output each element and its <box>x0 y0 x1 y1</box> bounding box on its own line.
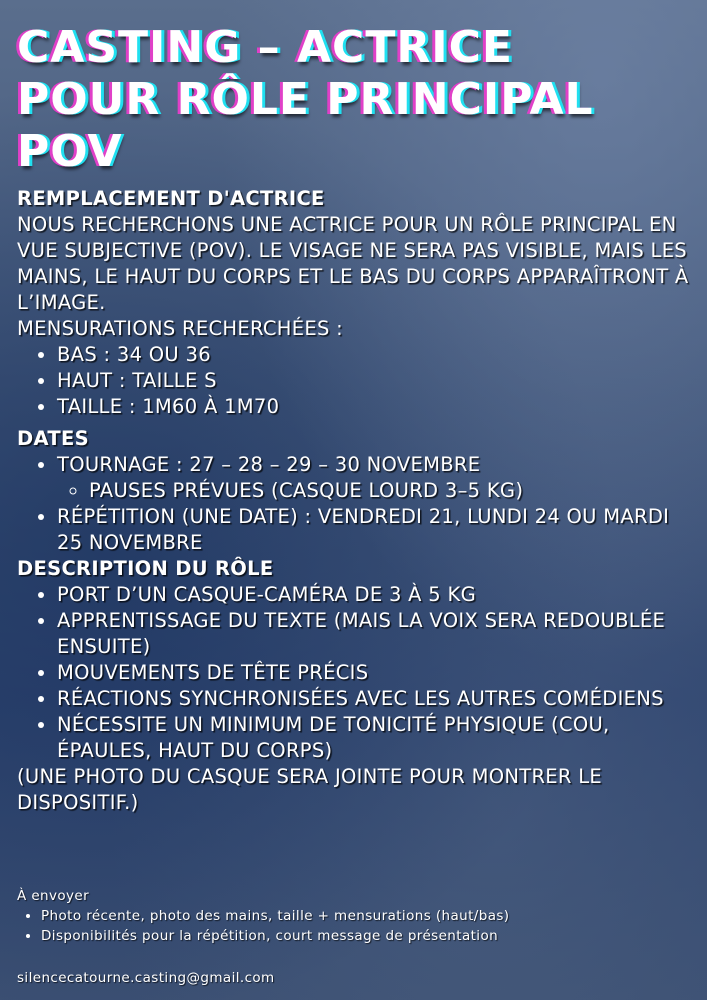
measurements-label: MENSURATIONS RECHERCHÉES : <box>17 317 344 340</box>
list-item: • APPRENTISSAGE DU TEXTE (MAIS LA VOIX SERA REDOUBLÉE ENSUITE) <box>57 608 691 660</box>
replacement-heading: REMPLACEMENT D'ACTRICE <box>17 187 325 210</box>
list-item: • RÉPÉTITION (UNE DATE) : VENDREDI 21, LUNDI 24 OU MARDI 25 NOVEMBRE <box>57 504 691 556</box>
role-heading: DESCRIPTION DU RÔLE <box>17 557 274 580</box>
poster-body <box>17 186 691 816</box>
title-line-1: CASTING – ACTRICE <box>17 22 513 73</box>
list-item: • NÉCESSITE UN MINIMUM DE TONICITÉ PHYSIQUE (COU, ÉPAULES, HAUT DU CORPS) <box>57 712 691 764</box>
title-line-3: POV <box>17 126 123 177</box>
send-section <box>17 886 509 988</box>
list-item: • TAILLE : 1M60 À 1M70 <box>57 394 691 420</box>
list-item: ◦ PAUSES PRÉVUES (CASQUE LOURD 3–5 KG) <box>89 478 691 504</box>
list-item: • BAS : 34 OU 36 <box>57 342 691 368</box>
role-list <box>17 582 691 764</box>
helmet-note: (UNE PHOTO DU CASQUE SERA JOINTE POUR MONTRER LE DISPOSITIF.) <box>17 765 603 814</box>
list-item: • Disponibilités pour la répétition, court message de présentation <box>41 926 509 946</box>
shooting-sublist <box>57 478 691 504</box>
list-item: • RÉACTIONS SYNCHRONISÉES AVEC LES AUTRES COMÉDIENS <box>57 686 691 712</box>
title-line-2: POUR RÔLE PRINCIPAL <box>17 74 594 125</box>
send-heading: À envoyer <box>17 888 90 904</box>
shooting-dates: TOURNAGE : 27 – 28 – 29 – 30 NOVEMBRE <box>57 453 481 476</box>
list-item: • HAUT : TAILLE S <box>57 368 691 394</box>
list-item: • Photo récente, photo des mains, taille + mensurations (haut/bas) <box>41 906 509 926</box>
list-item <box>57 452 691 504</box>
send-list <box>17 906 509 946</box>
list-item: • PORT D’UN CASQUE-CAMÉRA DE 3 À 5 KG <box>57 582 691 608</box>
replacement-intro: NOUS RECHERCHONS UNE ACTRICE POUR UN RÔLE PRINCIPAL EN VUE SUBJECTIVE (POV). LE VISAGE NE SERA PAS VISIBLE, MAIS LES MAINS, LE HAUT DU CORPS ET LE BAS DU CORPS APPARAÎTRONT À L’IMAGE. <box>17 213 689 314</box>
list-item: • MOUVEMENTS DE TÊTE PRÉCIS <box>57 660 691 686</box>
measurements-list <box>17 342 691 420</box>
contact-email: silencecatourne.casting@gmail.com <box>17 970 275 986</box>
dates-list <box>17 452 691 556</box>
poster-title <box>17 22 691 178</box>
dates-heading: DATES <box>17 427 89 450</box>
